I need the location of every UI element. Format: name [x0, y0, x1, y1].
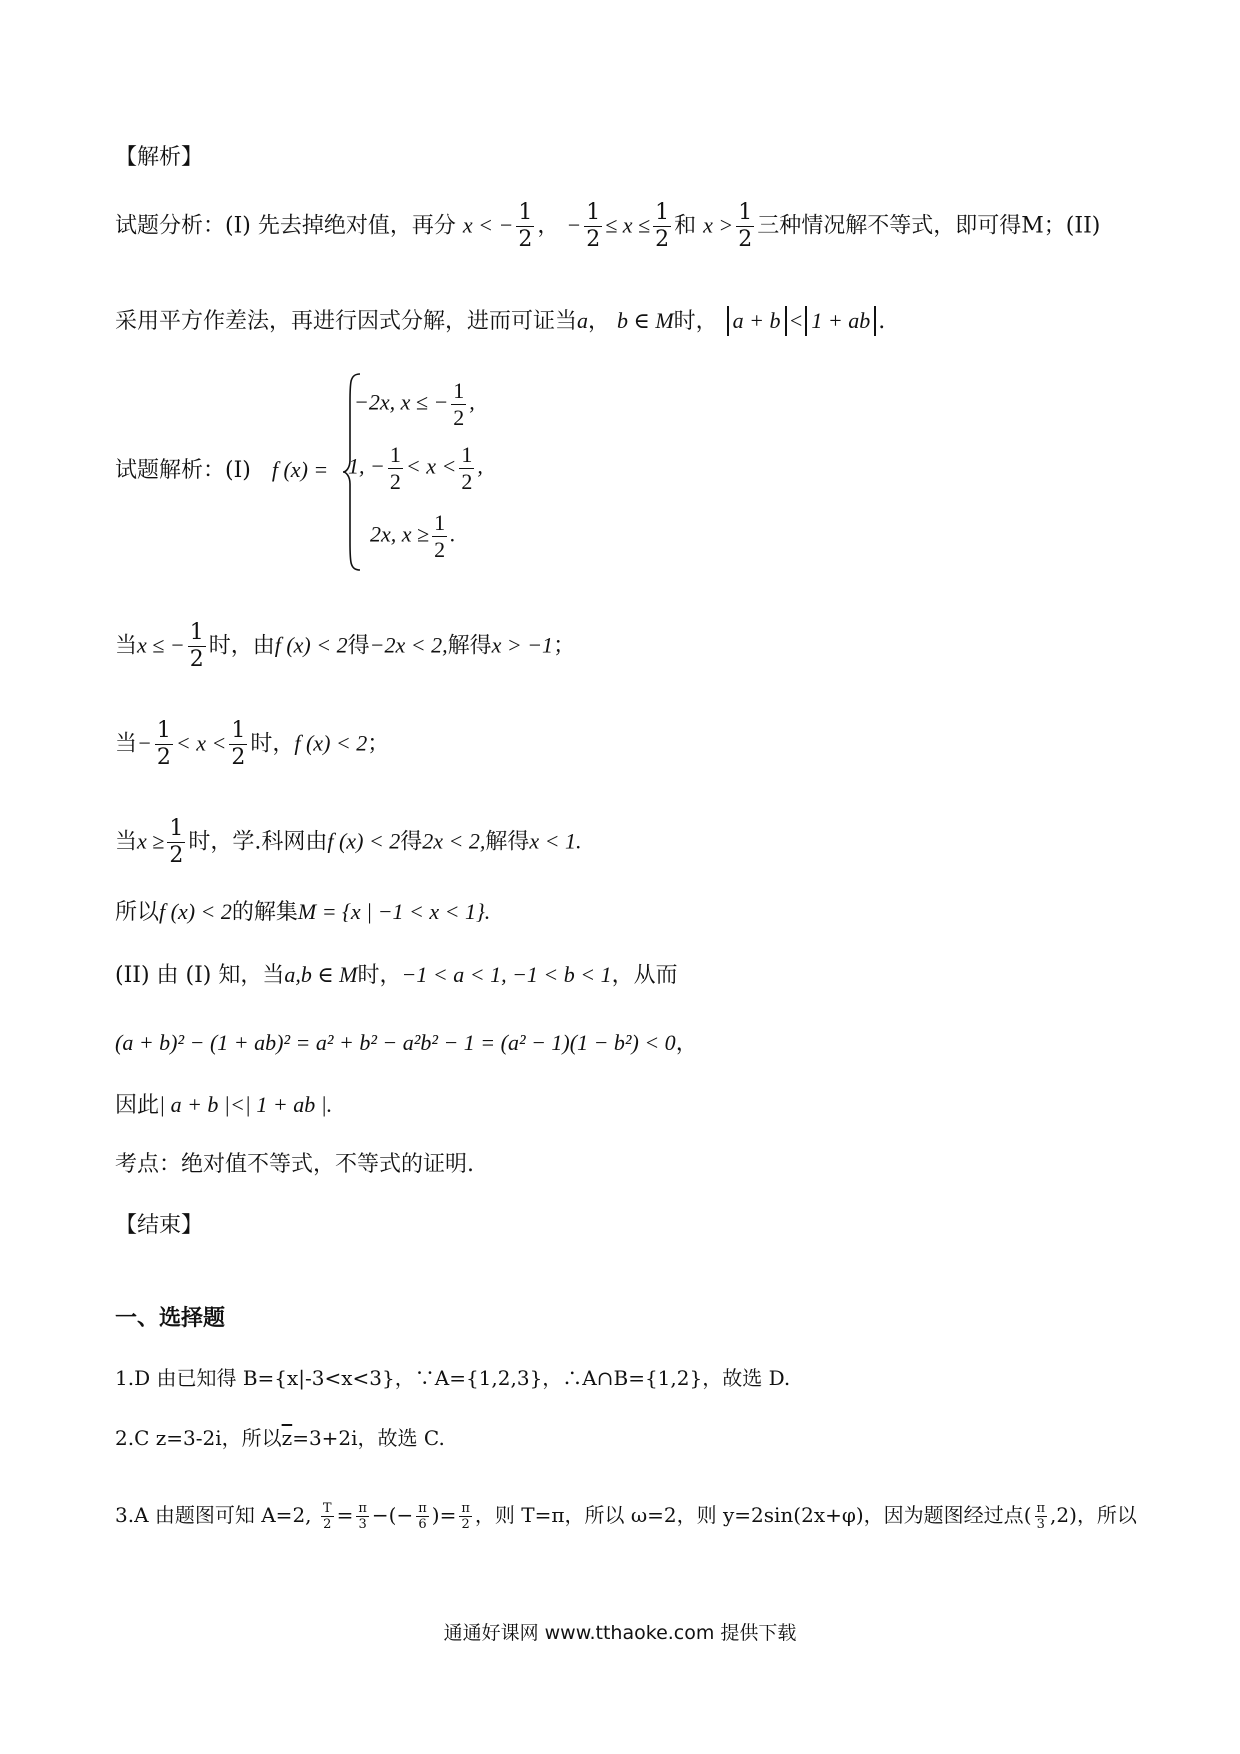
fraction-half: $\frac{1}{2}$ — [518, 200, 533, 252]
cond-b-pre: − — [566, 212, 582, 238]
conclusion: 因此| a + b |<| 1 + ab |. — [115, 1092, 333, 1118]
step-3: 当x ≥ $\frac{1}{2}$ 时，学.科网由f (x) < 2得2x < 2,解得x < 1. — [115, 816, 582, 868]
end-header: 【结束】 — [115, 1213, 204, 1238]
cond-c: x > — [703, 212, 734, 238]
frac-pi-over-2: $\frac{\pi}{2}$ — [461, 1501, 470, 1532]
solution-prefix: 试题解析：(I) f (x) = — [115, 457, 329, 483]
abs-a-plus-b: a + b — [727, 306, 787, 336]
step-4: 所以f (x) < 2的解集M = {x | −1 < x < 1}. — [115, 899, 491, 925]
fraction-half: $\frac{1}{2}$ — [738, 200, 753, 252]
frac-pi-over-3-point: $\frac{\pi}{3}$ — [1036, 1501, 1046, 1532]
equation: (a + b)² − (1 + ab)² = a² + b² − a²b² − 1 = (a² − 1)(1 − b²) < 0， — [115, 1030, 698, 1055]
cond-a: x < − — [462, 212, 514, 238]
answer-3: 3.A 由题图可知 A=2, $\frac{T}{2}$ = $\frac{\pi}{3}$ −(− $\frac{\pi}{6}$ )= $\frac{\pi}{2}$ ，则 T=π，所以 ω=2，则 y=2sin(2x+φ)，因为题图经过点( $\frac{\pi}{3}$ ,2)，所以 — [115, 1501, 1137, 1532]
piecewise-case-3: 2x, x ≥ $\frac{1}{2}$ . — [370, 510, 456, 562]
analysis-header — [115, 143, 203, 173]
frac-T-over-2: $\frac{T}{2}$ — [322, 1501, 332, 1532]
page-footer: 通通好课网 www.tthaoke.com 提供下载 — [443, 1622, 797, 1644]
frac-pi-over-6: $\frac{\pi}{6}$ — [418, 1501, 427, 1532]
piecewise-case-2: 1, − $\frac{1}{2}$ < x < $\frac{1}{2}$ , — [348, 442, 483, 494]
analysis-line-1: 试题分析：(I) 先去掉绝对值，再分 x < − $\frac{1}{2}$ ， − $\frac{1}{2}$ ≤ x ≤ $\frac{1}{2}$ 和 x > $\frac{1}{2}$ 三种情况解不等式，即可得M；(II) — [115, 200, 1101, 252]
answer-2: 2.C z=3-2i，所以$\overline{z}=3+2i$，故选 C. — [115, 1426, 445, 1450]
analysis-header-text: 【解析】 — [115, 145, 204, 170]
fraction-half: $\frac{1}{2}$ — [655, 200, 670, 252]
abs-1-plus-ab: 1 + ab — [805, 306, 876, 336]
step-1: 当x ≤ − $\frac{1}{2}$ 时，由f (x) < 2得−2x < 2,解得x > −1； — [115, 620, 576, 672]
analysis-line-1-prefix: 试题分析：(I) 先去掉绝对值，再分 — [115, 213, 456, 239]
analysis-line-2: 采用平方作差法，再进行因式分解，进而可证当a， b ∈ M时， a + b < 1 + ab . — [115, 308, 886, 334]
z-conjugate: $\overline{z}$ — [281, 1426, 293, 1450]
analysis-line-1-suffix: 三种情况解不等式，即可得M；(II) — [757, 213, 1101, 239]
section-title: 一、选择题 — [115, 1305, 226, 1331]
frac-pi-over-3: $\frac{\pi}{3}$ — [358, 1501, 367, 1532]
piecewise-case-1: −2x, x ≤ − $\frac{1}{2}$ , — [354, 378, 475, 430]
cond-b-mid: ≤ x ≤ — [605, 212, 651, 238]
part-2: (II) 由 (I) 知，当a,b ∈ M时，−1 < a < 1, −1 < b < 1，从而 — [115, 962, 678, 988]
kaodian: 考点：绝对值不等式，不等式的证明. — [115, 1152, 474, 1177]
answer-1: 1.D 由已知得 B={x|-3<x<3}，∵A={1,2,3}，∴A∩B={1,2}，故选 D. — [115, 1366, 791, 1390]
step-2: 当− $\frac{1}{2}$ < x < $\frac{1}{2}$ 时，f (x) < 2； — [115, 718, 390, 770]
fraction-half: $\frac{1}{2}$ — [586, 200, 601, 252]
